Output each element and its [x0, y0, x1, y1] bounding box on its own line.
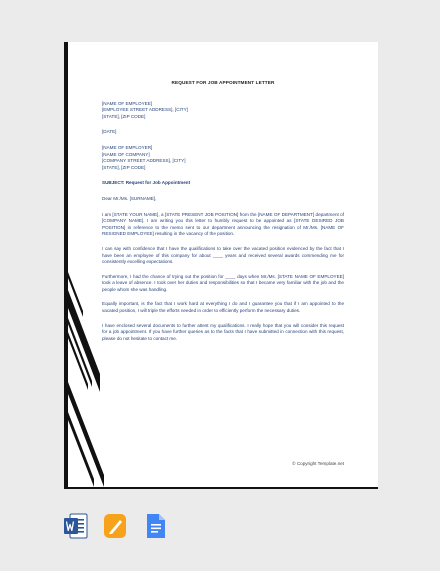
document-preview [68, 42, 378, 487]
recipient-line: [NAME OF EMPLOYER] [102, 144, 153, 150]
body-paragraph: I can say with confidence that I have the qualifications to take over the vacated position evidenced by the fact that I have been an employee of this company for about ____ years and received several awards commending me for consistently excelling expectations. [102, 245, 344, 265]
recipient-line: [NAME OF COMPANY] [102, 151, 150, 157]
salutation: Dear Mr./Ms. [SURNAME], [102, 195, 157, 201]
sender-line: [EMPLOYEE STREET ADDRESS], [CITY] [102, 107, 188, 113]
sender-address [102, 101, 344, 121]
google-docs-icon[interactable] [146, 513, 166, 539]
pages-icon[interactable] [103, 513, 127, 539]
word-icon[interactable] [64, 513, 88, 539]
letter-title: REQUEST FOR JOB APPOINTMENT LETTER [171, 80, 275, 85]
body-paragraph: Equally important, is the fact that I work hard at everything I do and I guarantee you that if I am appointed to the vacated position, I will triple the efforts needed in order to efficiently perform the necessary duties. [102, 301, 344, 314]
sender-line: [STATE], [ZIP CODE] [102, 113, 146, 119]
body-paragraph: Furthermore, I had the chance of trying out the position for ____ days when Mr./Ms. [STATE NAME OF EMPLOYEE] took a leave of absence. I took over her duties and responsibilities so that I became very familiar with the job and the people whom she was handling. [102, 273, 344, 292]
letter-subject: SUBJECT: Request for Job Appointment [102, 180, 191, 186]
recipient-line: [STATE], [ZIP CODE] [102, 164, 146, 170]
letter-date: [DATE] [102, 129, 117, 135]
letter-body [102, 80, 344, 350]
body-paragraph: I am [STATE YOUR NAME], a [STATE PRESENT JOB POSITION] from the [NAME OF DEPARTMENT] department of [COMPANY NAME]. I am writing you this letter to humbly request to be appointed as [STATE DESIRED JOB POSITION] in reference to the memo sent to our department announcing the resignation of Mr./Ms. [NAME OF RESIGNED EMPLOYEE] resulting in the vacancy of the position. [102, 211, 344, 237]
recipient-address [102, 145, 344, 171]
recipient-line: [COMPANY STREET ADDRESS], [CITY] [102, 158, 186, 164]
copyright-footer: © Copyright Template.net [292, 461, 344, 466]
body-paragraph: I have enclosed several documents to further attest my qualifications. I really hope that you will consider this request for a job appointment. If you have further queries as to the facts that I have submitted in connection with this request, please do not hesitate to contact me. [102, 322, 344, 341]
sender-line: [NAME OF EMPLOYEE] [102, 100, 153, 106]
